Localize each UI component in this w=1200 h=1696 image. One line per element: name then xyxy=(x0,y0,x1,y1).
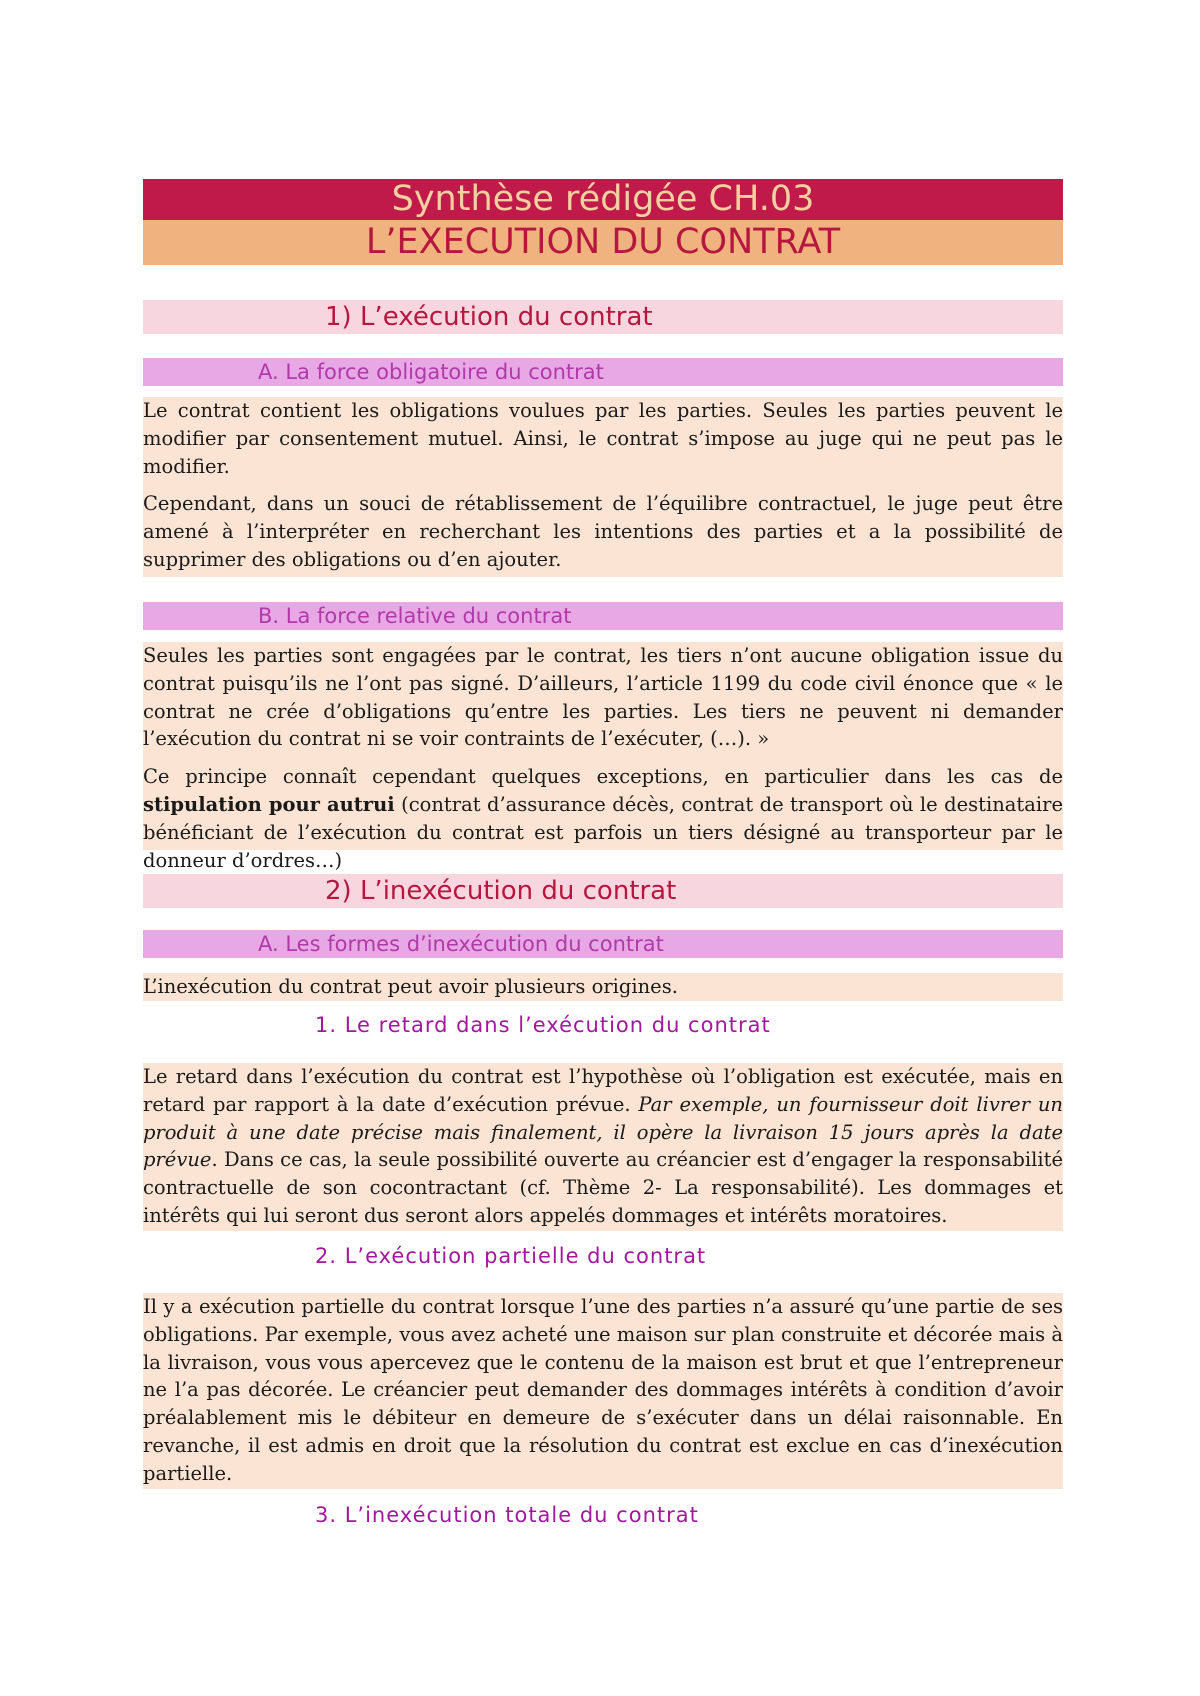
item-heading-2 xyxy=(143,1241,1063,1271)
paragraph-item1-end: . Dans ce cas, la seule possibilité ouverte au créancier est d’engager la responsabilité contractuelle de son cocontractant (cf. Thème 2- La responsabilité). Les dommages et intérêts qui lui seront dus seront alors appelés dommages et intérêts moratoires. xyxy=(143,1148,1063,1227)
paragraph-2a-intro: L’inexécution du contrat peut avoir plusieurs origines. xyxy=(143,975,678,998)
item-heading-3 xyxy=(143,1500,1063,1530)
paragraph-block-2a xyxy=(143,973,1063,1001)
subsection-heading-1b xyxy=(143,602,1063,630)
subsection-heading-1b-text: B. La force relative du contrat xyxy=(258,604,572,628)
item-heading-2-text: 2. L’exécution partielle du contrat xyxy=(315,1244,707,1268)
document-title: Synthèse rédigée CH.03 xyxy=(143,179,1063,220)
item-heading-1-text: 1. Le retard dans l’exécution du contrat xyxy=(315,1013,771,1037)
paragraph-item1 xyxy=(143,1063,1063,1230)
paragraph-1b-2-end: (contrat d’assurance décès, contrat de transport où le destinataire bénéficiant de l’exécution du contrat est parfois un tiers désigné au transporteur par le donneur d’ordres…) xyxy=(143,792,1063,872)
subsection-heading-1a-text: A. La force obligatoire du contrat xyxy=(258,360,604,384)
paragraph-1b-2-start: Ce principe connaît cependant quelques exceptions, en particulier dans les cas de xyxy=(143,765,1063,789)
paragraph-1a-1: Le contrat contient les obligations voulues par les parties. Seules les parties peuvent le modifier par consentement mutuel. Ainsi, le contrat s’impose au juge qui ne peut pas le modifier. xyxy=(143,399,1063,478)
subsection-heading-2a xyxy=(143,930,1063,958)
item-heading-3-text: 3. L’inexécution totale du contrat xyxy=(315,1503,699,1527)
paragraph-item1-italic: Par exemple, un fournisseur doit livrer un produit à une date précise mais finalement, il opère la livraison 15 jours après la date prévue xyxy=(143,1092,1063,1172)
section-heading-1 xyxy=(143,300,1063,334)
subsection-heading-2a-text: A. Les formes d’inexécution du contrat xyxy=(258,932,664,956)
paragraph-block-item2 xyxy=(143,1293,1063,1489)
subsection-heading-1a xyxy=(143,358,1063,386)
paragraph-1b-1: Seules les parties sont engagées par le contrat, les tiers n’ont aucune obligation issue du contrat puisqu’ils ne l’ont pas signé. D’ailleurs, l’article 1199 du code civil énonce que « le contrat ne crée d’obligations qu’entre les parties. Les tiers ne peuvent ni demander l’exécution du contrat ni se voir contraints de l’exécuter, (…). » xyxy=(143,644,1063,751)
section-heading-2-text: 2) L’inexécution du contrat xyxy=(325,876,677,906)
paragraph-block-1b xyxy=(143,642,1063,872)
item-heading-1 xyxy=(143,1010,1063,1040)
paragraph-block-1a xyxy=(143,397,1063,577)
document-subtitle: L’EXECUTION DU CONTRAT xyxy=(143,220,1063,265)
paragraph-1b-2 xyxy=(143,763,1063,874)
paragraph-block-item1 xyxy=(143,1063,1063,1231)
paragraph-1a-2: Cependant, dans un souci de rétablissement de l’équilibre contractuel, le juge peut être amené à l’interpréter en recherchant les intentions des parties et a la possibilité de supprimer des obligations ou d’en ajouter. xyxy=(143,492,1063,571)
section-heading-1-text: 1) L’exécution du contrat xyxy=(325,302,653,332)
paragraph-item1-start: Le retard dans l’exécution du contrat est l’hypothèse où l’obligation est exécutée, mais en retard par rapport à la date d’exécution prévue. xyxy=(143,1065,1063,1116)
paragraph-1b-2-bold: stipulation pour autrui xyxy=(143,792,395,816)
section-heading-2 xyxy=(143,874,1063,908)
paragraph-item2: Il y a exécution partielle du contrat lorsque l’une des parties n’a assuré qu’une partie de ses obligations. Par exemple, vous avez acheté une maison sur plan construite et décorée mais à la livraison, vous vous apercevez que le contenu de la maison est brut et que l’entrepreneur ne l’a pas décorée. Le créancier peut demander des dommages intérêts à condition d’avoir préalablement mis le débiteur en demeure de s’exécuter dans un délai raisonnable. En revanche, il est admis en droit que la résolution du contrat est exclue en cas d’inexécution partielle. xyxy=(143,1295,1063,1485)
